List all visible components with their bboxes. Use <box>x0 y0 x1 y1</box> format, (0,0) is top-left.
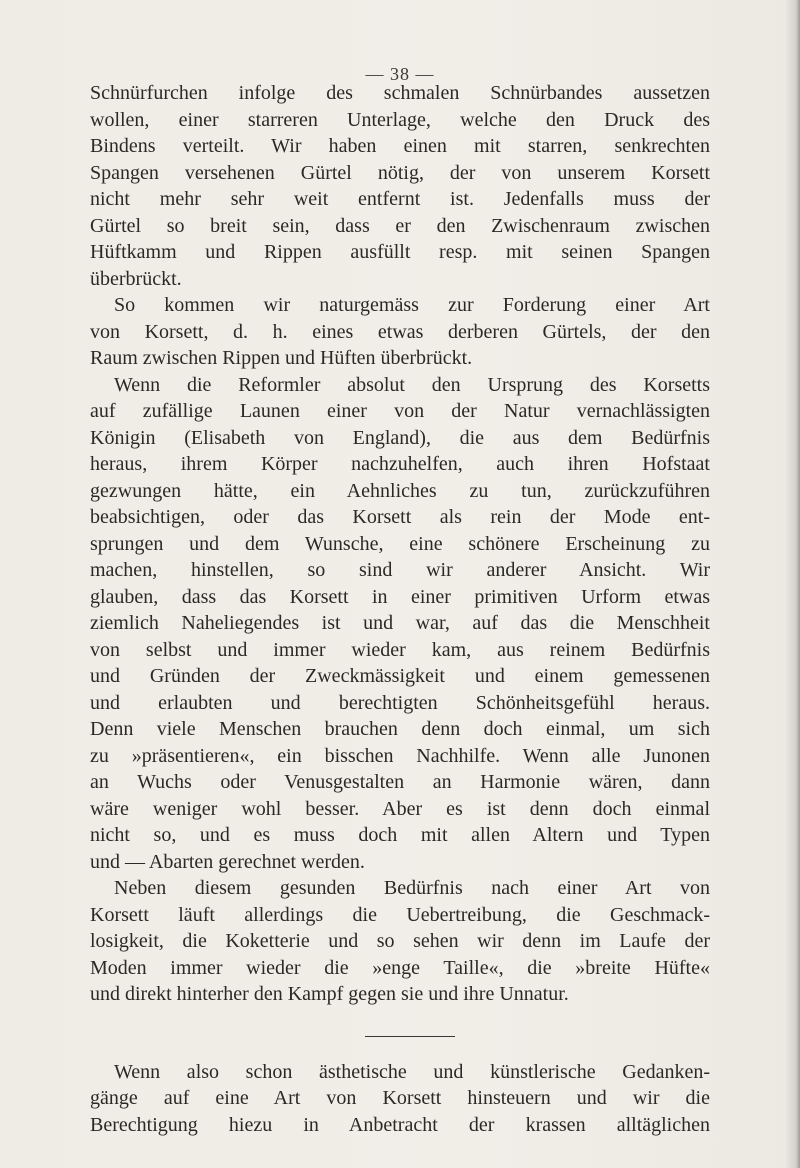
text-line: Raum zwischen Rippen und Hüften überbrückt. <box>90 347 473 369</box>
text-line: Berechtigung hiezu in Anbetracht der krassen alltäglichen <box>90 1113 710 1136</box>
text-line: sprungen und dem Wunsche, eine schönere Erscheinung zu <box>90 532 710 555</box>
text-line: ziemlich Naheliegendes ist und war, auf das die Menschheit <box>90 612 710 634</box>
text-line: von selbst und immer wieder kam, aus reinem Bedürfnis <box>90 638 710 661</box>
text-line: und — Abarten gerechnet werden. <box>90 850 365 873</box>
text-line: nicht so, und es muss doch mit allen Altern und Typen <box>90 824 710 846</box>
text-line: gezwungen hätte, ein Aehnliches zu tun, zurückzuführen <box>90 479 710 502</box>
text-line: Hüftkamm und Rippen ausfüllt resp. mit seinen Spangen <box>90 241 710 263</box>
text-line: gänge auf eine Art von Korsett hinsteuern und wir die <box>90 1087 710 1109</box>
text-line: Neben diesem gesunden Bedürfnis nach einer Art von <box>114 877 710 899</box>
text-line: beabsichtigen, oder das Korsett als rein der Mode ent- <box>90 506 710 528</box>
text-line: Moden immer wieder die »enge Taille«, die »breite Hüfte« <box>90 956 710 979</box>
text-line: Wenn die Reformler absolut den Ursprung des Korsetts <box>114 373 710 396</box>
text-line: zu »präsentieren«, ein bisschen Nachhilfe. Wenn alle Junonen <box>90 744 710 767</box>
text-section-after-divider <box>90 1059 710 1139</box>
text-line: wollen, einer starreren Unterlage, welche den Druck des <box>90 108 710 131</box>
text-line: Bindens verteilt. Wir haben einen mit starren, senkrechten <box>90 135 710 157</box>
text-line: glauben, dass das Korsett in einer primitiven Urform etwas <box>90 585 710 608</box>
text-line: Korsett läuft allerdings die Uebertreibung, die Geschmack- <box>90 903 710 926</box>
text-line: heraus, ihrem Körper nachzuhelfen, auch ihren Hofstaat <box>90 453 710 475</box>
text-line: Denn viele Menschen brauchen denn doch einmal, um sich <box>90 718 710 740</box>
text-line: Spangen versehenen Gürtel nötig, der von unserem Korsett <box>90 161 710 184</box>
section-divider-rule <box>365 1036 455 1037</box>
text-line: und erlaubten und berechtigten Schönheitsgefühl heraus. <box>90 691 710 714</box>
page-number: — 38 — <box>365 64 435 84</box>
text-section-before-divider <box>90 80 710 1008</box>
page-edge-shadow <box>786 0 800 1168</box>
text-line: So kommen wir naturgemäss zur Forderung einer Art <box>114 294 710 316</box>
text-line: Gürtel so breit sein, dass er den Zwischenraum zwischen <box>90 214 710 237</box>
text-line: und Gründen der Zweckmässigkeit und einem gemessenen <box>90 665 710 687</box>
text-line: wäre weniger wohl besser. Aber es ist denn doch einmal <box>90 797 710 820</box>
text-line: überbrückt. <box>90 267 182 290</box>
text-line: an Wuchs oder Venusgestalten an Harmonie wären, dann <box>90 771 710 793</box>
text-line: machen, hinstellen, so sind wir anderer Ansicht. Wir <box>90 559 710 581</box>
body-text <box>90 80 710 1138</box>
text-line: auf zufällige Launen einer von der Natur vernachlässigten <box>90 400 710 422</box>
text-line: nicht mehr sehr weit entfernt ist. Jedenfalls muss der <box>90 188 710 210</box>
text-line: Königin (Elisabeth von England), die aus dem Bedürfnis <box>90 426 710 449</box>
text-line: Schnürfurchen infolge des schmalen Schnürbandes aussetzen <box>90 82 710 104</box>
text-line: losigkeit, die Koketterie und so sehen wir denn im Laufe der <box>90 930 710 952</box>
text-line: Wenn also schon ästhetische und künstlerische Gedanken- <box>114 1060 710 1083</box>
text-line: und direkt hinterher den Kampf gegen sie und ihre Unnatur. <box>90 983 569 1005</box>
text-line: von Korsett, d. h. eines etwas derberen Gürtels, der den <box>90 320 710 343</box>
